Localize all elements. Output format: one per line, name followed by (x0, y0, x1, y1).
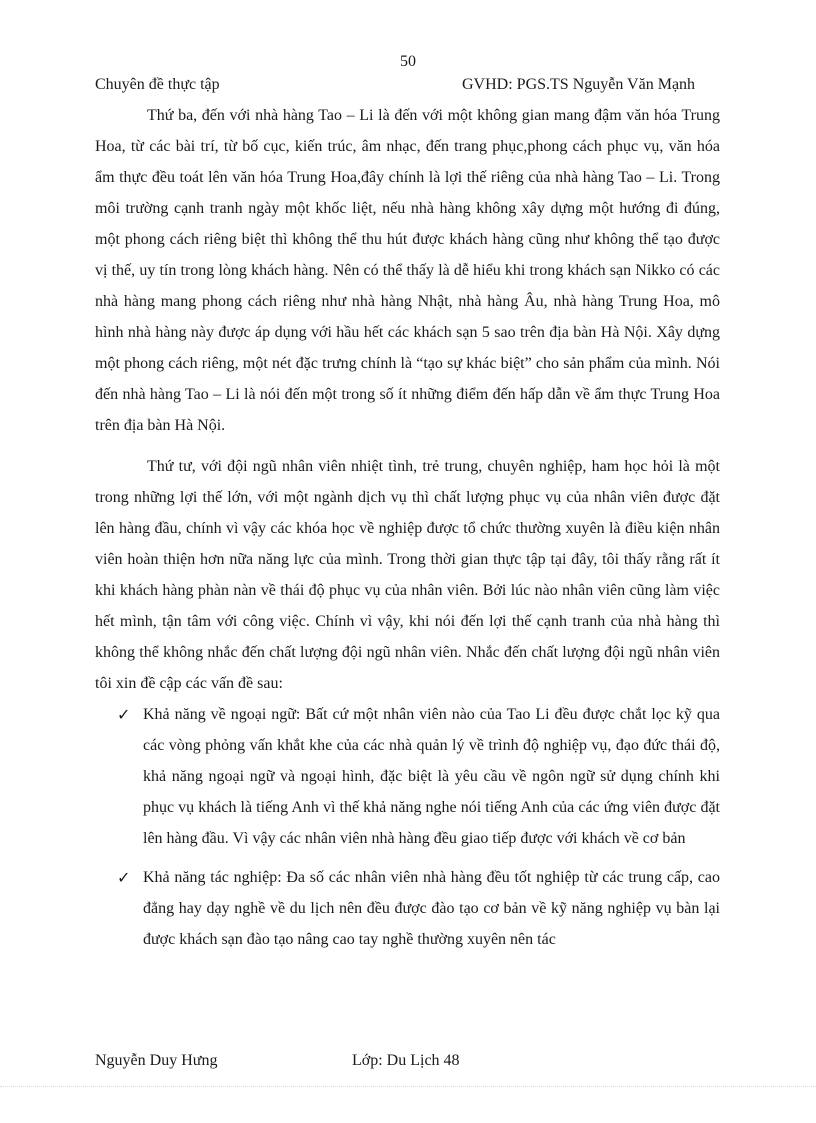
check-icon: ✓ (117, 868, 131, 887)
header-course-title: Chuyên đề thực tập (95, 76, 220, 93)
list-item (95, 862, 720, 955)
page-bottom-divider (0, 1086, 816, 1087)
check-icon: ✓ (117, 705, 131, 724)
list-item-text: Khả năng về ngoại ngữ: Bất cứ một nhân viên nào của Tao Li đều được chắt lọc kỹ qua các vòng phỏng vấn khắt khe của các nhà quản lý về trình độ nghiệp vụ, đạo đức thái độ, khả năng ngoại ngữ và ngoại hình, đặc biệt là yêu cầu về ngôn ngữ sử dụng chính khi phục vụ khách là tiếng Anh vì thế khả năng nghe nói tiếng Anh của các ứng viên được đặt lên hàng đầu. Vì vậy các nhân viên nhà hàng đều giao tiếp được với khách về cơ bản (143, 706, 720, 847)
paragraph-third-advantage: Thứ ba, đến với nhà hàng Tao – Li là đến với một không gian mang đậm văn hóa Trung Hoa, từ các bài trí, từ bố cục, kiến trúc, âm nhạc, đến trang phục,phong cách phục vụ, văn hóa ẩm thực đều toát lên văn hóa Trung Hoa,đây chính là lợi thế riêng của nhà hàng Tao – Li. Trong môi trường cạnh tranh ngày một khốc liệt, nếu nhà hàng không xây dựng một hướng đi đúng, một phong cách riêng biệt thì không thể thu hút được khách hàng cũng như không thể tạo được vị thế, uy tín trong lòng khách hàng. Nên có thể thấy là dễ hiểu khi trong khách sạn Nikko có các nhà hàng mang phong cách riêng như nhà hàng Nhật, nhà hàng Âu, nhà hàng Trung Hoa, mô hình nhà hàng này được áp dụng với hầu hết các khách sạn 5 sao trên địa bàn Hà Nội. Xây dựng một phong cách riêng, một nét đặc trưng chính là “tạo sự khác biệt” cho sản phẩm của mình. Nói đến nhà hàng Tao – Li là nói đến một trong số ít những điểm đến hấp dẫn về ẩm thực Trung Hoa trên địa bàn Hà Nội. (95, 107, 720, 434)
document-body (95, 100, 720, 955)
header-supervisor: GVHD: PGS.TS Nguyễn Văn Mạnh (462, 76, 696, 93)
page-number: 50 (400, 53, 416, 70)
list-item-text: Khả năng tác nghiệp: Đa số các nhân viên nhà hàng đều tốt nghiệp từ các trung cấp, cao đẳng hay dạy nghề về du lịch nên đều được đào tạo cơ bản về kỹ năng nghiệp vụ bàn lại được khách sạn đào tạo nâng cao tay nghề thường xuyên nên tác (143, 869, 720, 948)
bullet-list (95, 699, 720, 955)
paragraph-fourth-advantage: Thứ tư, với đội ngũ nhân viên nhiệt tình, trẻ trung, chuyên nghiệp, ham học hỏi là một trong những lợi thế lớn, với một ngành dịch vụ thì chất lượng phục vụ của nhân viên được đặt lên hàng đầu, chính vì vậy các khóa học về nghiệp được tổ chức thường xuyên là điều kiện nhân viên hoàn thiện hơn nữa năng lực của mình. Trong thời gian thực tập tại đây, tôi thấy rằng rất ít khi khách hàng phàn nàn về thái độ phục vụ của nhân viên. Bởi lúc nào nhân viên cũng làm việc hết mình, tận tâm với công việc. Chính vì vậy, khi nói đến lợi thế cạnh tranh của nhà hàng thì không thể không nhắc đến chất lượng đội ngũ nhân viên. Nhắc đến chất lượng đội ngũ nhân viên tôi xin đề cập các vấn đề sau: (95, 458, 720, 692)
list-item (95, 699, 720, 854)
footer-author: Nguyễn Duy Hưng (95, 1052, 218, 1069)
footer-class: Lớp: Du Lịch 48 (352, 1052, 460, 1069)
